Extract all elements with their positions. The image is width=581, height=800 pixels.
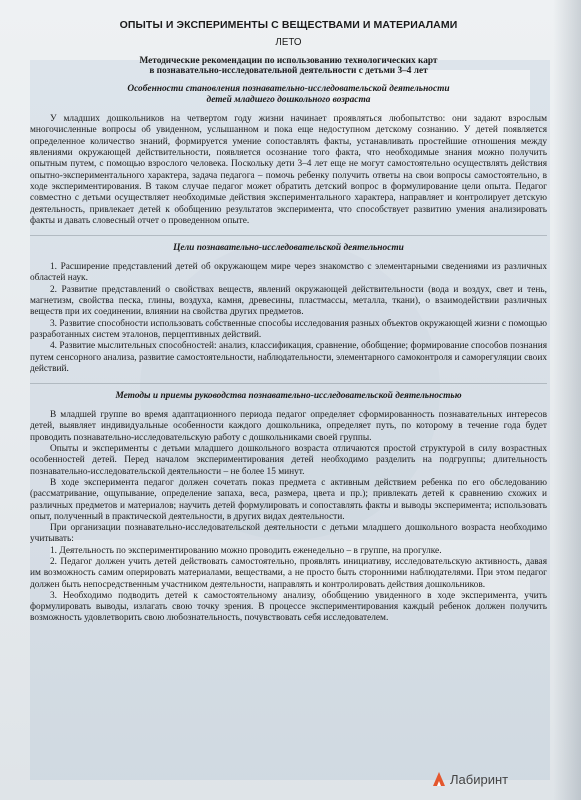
divider [30,383,547,384]
subtitle-line-2: в познавательно-исследовательной деятельности с детьми 3–4 лет [149,66,428,77]
features-block [30,114,547,227]
page-edge-shadow [553,0,581,800]
methods-paragraph: 3. Необходимо подводить детей к самостоятельному анализу, обобщению увиденного в ходе эксперимента, учить формулировать выводы, излагать свою точку зрения. В процессе экспериментирования каждый ребенок должен получить возможность удовлетворить свою любознательность, почувствовать себя исследователем. [30,590,547,624]
goal-item: 4. Развитие мыслительных способностей: анализ, классификация, сравнение, обобщение; формирование способов познания путем сенсорного анализа, развитие самостоятельности, наблюдательности, элементарного самоконтроля и саморегуляции своих действий. [30,341,547,374]
goal-item: 3. Развитие способности использовать собственные способы исследования разных объектов окружающей жизни с помощью разработанных систем эталонов, перцептивных действий. [30,318,547,340]
document-content [30,20,547,633]
subtitle-line-1: Методические рекомендации по использованию технологических карт [139,55,438,66]
section-heading-methods: Методы и приемы руководства познавательно-исследовательской деятельностью [115,391,462,402]
section-heading-goals: Цели познавательно-исследовательской деятельности [173,243,404,254]
methods-paragraph: 1. Деятельность по экспериментированию можно проводить еженедельно – в группе, на прогулке. [50,545,442,556]
section-heading-features-line-1: Особенности становления познавательно-исследовательской деятельности [127,84,450,95]
goal-item: 2. Развитие представлений о свойствах веществ, явлений окружающей действительности (вода и воздух, свет и тень, магнетизм, свойства песка, глины, воздуха, камня, древесины, пластмассы, металла, ткани), о взаимодействии различных веществ при их соединении, влиянии на свойства других предметов. [30,284,547,318]
features-paragraph: У младших дошкольников на четвертом году жизни начинает проявляться любопытство: они задают взрослым многочисленные вопросы об увиденном, услышанном и пока еще недоступном детскому сознанию. У детей появляется определенное количество знаний, формируется умение сопоставлять факты, устанавливать простейшие отношения между явлениями окружающей действительности, появляется осознание того факта, что необходимые знания можно получить опытным путем, с помощью взрослого человека. Поскольку дети 3–4 лет еще не могут самостоятельно осуществлять действия опытно-экспериментального характера, задача педагога – помочь ребенку получить ответы на свои вопросы самостоятельно, в ходе экспериментирования. В таком случае педагог может обратить детский вопрос в формулирование цели опыта. Педагог совместно с детьми осуществляет необходимые действия экспериментального характера, направляет и контролирует детскую деятельность, привлекает детей к обобщению результатов эксперимента, что способствует развитию умения анализировать факты и давать словесный отчет о проведенном опыте. [30,114,547,226]
subtitle [30,56,547,78]
methods-paragraph: В ходе эксперимента педагог должен сочетать показ предмета с активным действием ребенка по его обследованию (рассматривание, ощупывание, определение запаха, веса, размера, цвета и пр.); привлекать детей к сравнению схожих и различных предметов и материалов; научить детей формулировать и сопоставлять факты и выводы эксперимента; использовать опыт, полученный в практической деятельности, в других видах деятельности. [30,477,547,522]
section-heading-features [30,84,547,106]
divider [30,235,547,236]
labirint-logo [431,770,508,788]
labirint-logo-text: Лабиринт [450,771,509,787]
document-title: ОПЫТЫ И ЭКСПЕРИМЕНТЫ С ВЕЩЕСТВАМИ И МАТЕРИАЛАМИ [119,19,458,31]
goal-item: 1. Расширение представлений детей об окружающем мире через знакомство с элементарными сведениями из различных областей наук. [30,262,547,284]
methods-paragraph: При организации познавательно-исследовательской деятельности с детьми младшего дошкольного возраста необходимо учитывать: [30,523,547,545]
methods-block [30,410,547,625]
season-label: ЛЕТО [275,37,302,49]
methods-paragraph: 2. Педагог должен учить детей действовать самостоятельно, проявлять инициативу, исследовательскую активность, давая им возможность самим оперировать материалами, веществами, а не просто быть сторонними наблюдателями. При этом педагог должен быть непосредственным участником деятельности, направлять и контролировать действия дошкольников. [30,556,547,590]
section-heading-features-line-2: детей младшего дошкольного возраста [206,95,371,106]
goals-list [30,262,547,375]
labirint-logo-icon [431,770,447,788]
methods-paragraph: Опыты и эксперименты с детьми младшего дошкольного возраста отличаются простой структурой в силу возрастных особенностей детей. Перед началом экспериментирования детей необходимо разделить на подгруппы; длительность познавательно-исследовательской деятельности – не более 15 минут. [30,444,547,477]
methods-paragraph: В младшей группе во время адаптационного периода педагог определяет сформированность познавательных интересов детей, выявляет индивидуальные особенности каждого дошкольника, определяет путь, по которому в течение года будет проводить познавательно-исследовательскую работу с дошкольниками своей группы. [30,410,547,443]
